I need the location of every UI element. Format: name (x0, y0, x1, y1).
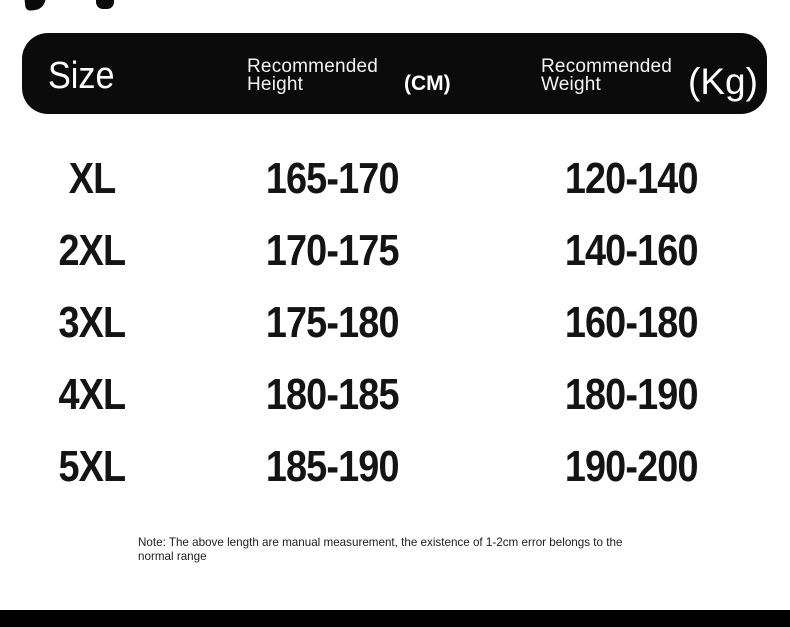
weight-value: 190-200 (564, 442, 698, 491)
height-cell (222, 156, 442, 201)
weight-cell (521, 300, 741, 345)
table-row (0, 156, 790, 201)
table-row (0, 444, 790, 489)
table-header-bar (22, 33, 767, 114)
height-column-header-line2: Height (247, 74, 304, 95)
height-value: 170-175 (265, 226, 399, 275)
size-value: XL (68, 154, 116, 203)
weight-value: 140-160 (564, 226, 698, 275)
cropped-bottom-strip (0, 610, 790, 627)
size-value: 3XL (58, 298, 126, 347)
table-row (0, 300, 790, 345)
weight-column-header (541, 58, 672, 94)
table-row (0, 228, 790, 273)
height-cell (222, 300, 442, 345)
size-cell (0, 156, 184, 201)
table-row (0, 372, 790, 417)
height-column-header-line1: Recommended (247, 56, 379, 77)
weight-cell (521, 228, 741, 273)
size-cell (0, 228, 184, 273)
weight-column-header-line2: Weight (541, 74, 601, 95)
size-cell (0, 300, 184, 345)
height-unit-label: (CM) (404, 72, 451, 95)
measurement-note (138, 536, 681, 563)
weight-unit-label: (Kg) (688, 61, 758, 102)
cropped-glyph-fragment-right (96, 0, 114, 9)
size-value: 2XL (58, 226, 126, 275)
height-cell (222, 444, 442, 489)
weight-cell (521, 156, 741, 201)
height-value: 165-170 (265, 154, 399, 203)
height-cell (222, 228, 442, 273)
size-value: 5XL (58, 442, 126, 491)
height-cell (222, 372, 442, 417)
size-cell (0, 372, 184, 417)
height-column-header (247, 58, 378, 94)
cropped-glyph-fragment-left (24, 0, 46, 11)
height-value: 175-180 (265, 298, 399, 347)
weight-value: 180-190 (564, 370, 698, 419)
weight-value: 160-180 (564, 298, 698, 347)
weight-cell (521, 444, 741, 489)
weight-column-header-line1: Recommended (541, 56, 673, 77)
measurement-note-line2: normal range (138, 548, 207, 563)
size-value: 4XL (58, 370, 126, 419)
weight-cell (521, 372, 741, 417)
size-column-header: Size (48, 55, 115, 97)
size-cell (0, 444, 184, 489)
measurement-note-line1: Note: The above length are manual measurement, the existence of 1-2cm error belongs to the (138, 535, 623, 549)
height-value: 180-185 (265, 370, 399, 419)
height-value: 185-190 (265, 442, 399, 491)
weight-value: 120-140 (564, 154, 698, 203)
